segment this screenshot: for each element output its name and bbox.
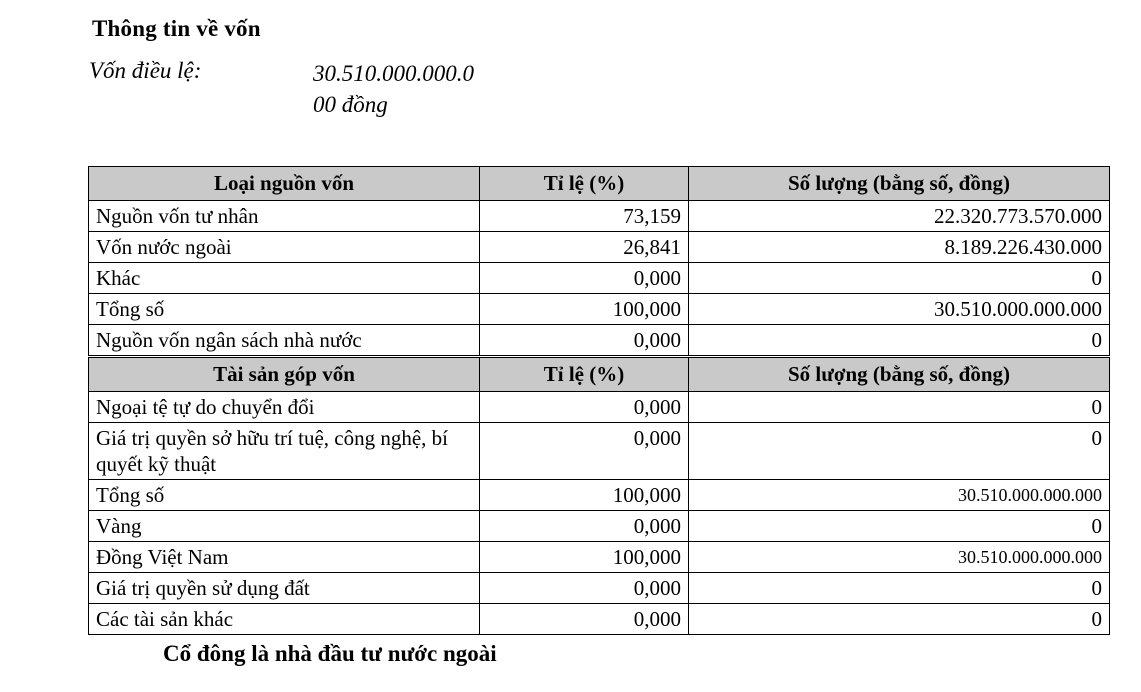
cell-source-amount: 8.189.226.430.000 xyxy=(689,232,1110,263)
table-header-row xyxy=(89,167,1110,201)
cell-source-name: Khác xyxy=(89,263,480,294)
column-header-amount: Số lượng (bằng số, đồng) xyxy=(689,358,1110,392)
cell-source-amount: 30.510.000.000.000 xyxy=(689,294,1110,325)
table-row xyxy=(89,573,1110,604)
cell-asset-name: Vàng xyxy=(89,511,480,542)
table-row xyxy=(89,423,1110,480)
table-row xyxy=(89,511,1110,542)
cell-source-rate: 0,000 xyxy=(480,325,689,356)
cell-asset-name: Các tài sản khác xyxy=(89,604,480,635)
cell-source-name: Nguồn vốn tư nhân xyxy=(89,201,480,232)
cell-asset-rate: 0,000 xyxy=(480,604,689,635)
charter-capital-label: Vốn điều lệ: xyxy=(89,58,202,83)
column-header-asset-type: Tài sản góp vốn xyxy=(89,358,480,392)
table-row xyxy=(89,392,1110,423)
page-title: Thông tin về vốn xyxy=(92,16,261,41)
cell-asset-rate: 0,000 xyxy=(480,573,689,604)
footer-note: Cổ đông là nhà đầu tư nước ngoài xyxy=(163,641,497,666)
cell-asset-rate: 100,000 xyxy=(480,542,689,573)
cell-asset-amount: 0 xyxy=(689,511,1110,542)
cell-source-name: Nguồn vốn ngân sách nhà nước xyxy=(89,325,480,356)
table-row xyxy=(89,542,1110,573)
cell-source-rate: 73,159 xyxy=(480,201,689,232)
table-row xyxy=(89,263,1110,294)
cell-source-rate: 100,000 xyxy=(480,294,689,325)
charter-capital-value-line1: 30.510.000.000.0 xyxy=(313,61,474,86)
cell-asset-name: Đồng Việt Nam xyxy=(89,542,480,573)
cell-asset-rate: 0,000 xyxy=(480,392,689,423)
column-header-source-type: Loại nguồn vốn xyxy=(89,167,480,201)
table-capital-sources xyxy=(88,166,1110,356)
cell-source-rate: 26,841 xyxy=(480,232,689,263)
cell-asset-amount: 30.510.000.000.000 xyxy=(689,542,1110,573)
column-header-rate: Tỉ lệ (%) xyxy=(480,358,689,392)
cell-source-amount: 0 xyxy=(689,263,1110,294)
cell-asset-amount: 0 xyxy=(689,392,1110,423)
cell-source-amount: 0 xyxy=(689,325,1110,356)
cell-asset-rate: 100,000 xyxy=(480,480,689,511)
table-row xyxy=(89,201,1110,232)
table-row xyxy=(89,294,1110,325)
cell-asset-amount: 0 xyxy=(689,604,1110,635)
cell-asset-amount: 0 xyxy=(689,573,1110,604)
table-capital-assets xyxy=(88,357,1110,635)
column-header-rate: Tỉ lệ (%) xyxy=(480,167,689,201)
table-row xyxy=(89,480,1110,511)
cell-asset-amount: 30.510.000.000.000 xyxy=(689,480,1110,511)
cell-asset-rate: 0,000 xyxy=(480,511,689,542)
cell-source-name: Vốn nước ngoài xyxy=(89,232,480,263)
table-row xyxy=(89,325,1110,356)
cell-asset-name: Ngoại tệ tự do chuyển đổi xyxy=(89,392,480,423)
cell-asset-rate: 0,000 xyxy=(480,423,689,480)
charter-capital-value-line2: 00 đồng xyxy=(313,92,388,117)
cell-asset-amount: 0 xyxy=(689,423,1110,480)
cell-source-rate: 0,000 xyxy=(480,263,689,294)
cell-asset-name: Giá trị quyền sử dụng đất xyxy=(89,573,480,604)
charter-capital-value xyxy=(313,58,543,120)
cell-asset-name: Giá trị quyền sở hữu trí tuệ, công nghệ, bí quyết kỹ thuật xyxy=(89,423,480,480)
column-header-amount: Số lượng (bằng số, đồng) xyxy=(689,167,1110,201)
cell-asset-name: Tổng số xyxy=(89,480,480,511)
table-row xyxy=(89,232,1110,263)
cell-source-name: Tổng số xyxy=(89,294,480,325)
table-row xyxy=(89,604,1110,635)
cell-source-amount: 22.320.773.570.000 xyxy=(689,201,1110,232)
table-header-row xyxy=(89,358,1110,392)
